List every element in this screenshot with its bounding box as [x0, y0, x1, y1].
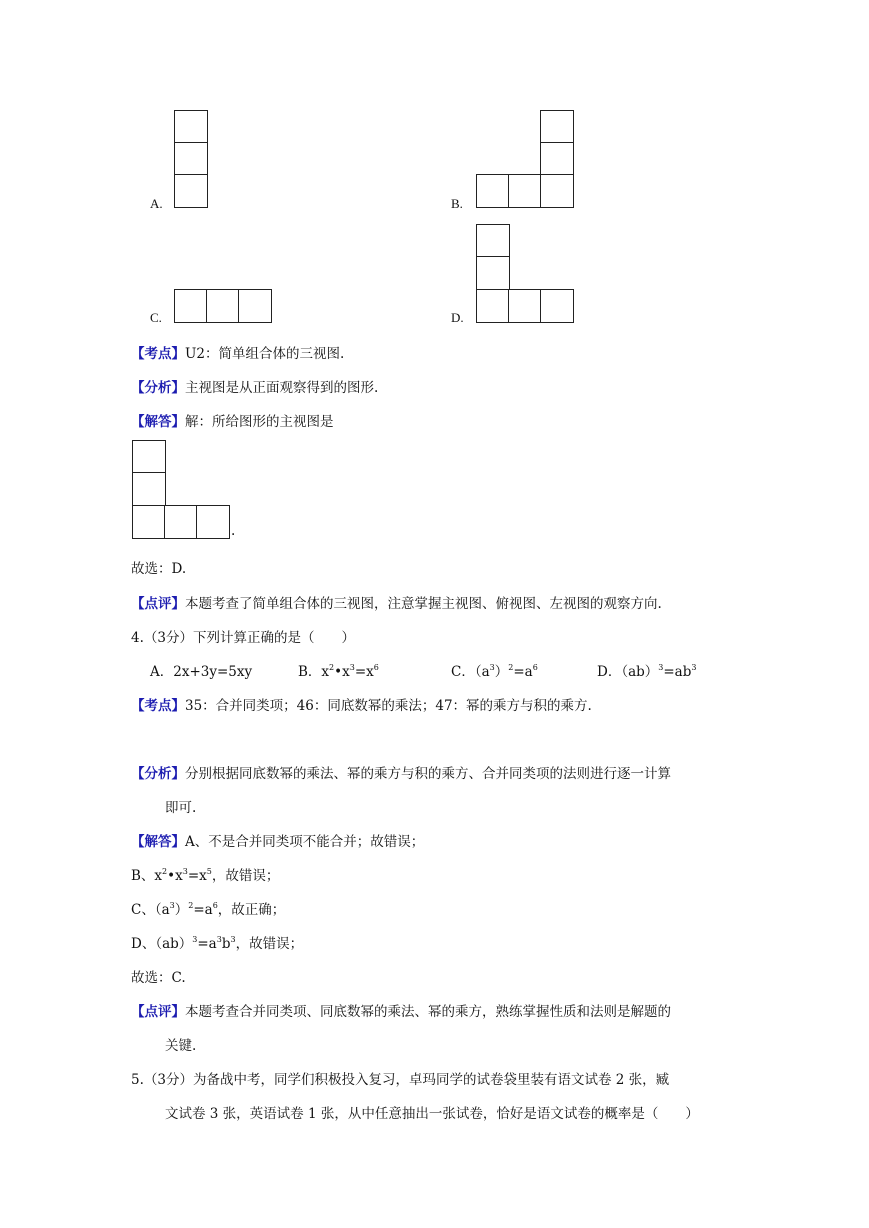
figure-cell [508, 174, 542, 208]
q4-option-b: B．$x^2•x^3=x^6$ [298, 663, 379, 680]
q4-dianping [131, 1000, 671, 1020]
figure-cell [206, 289, 240, 323]
jieda-tag: 【解答】 [131, 414, 185, 430]
q4-fenxi-line2: 即可. [165, 800, 197, 816]
jieda-text: 解：所给图形的主视图是 [185, 414, 334, 430]
option-c-label: C. [150, 310, 162, 325]
dianping-text: 本题考查了简单组合体的三视图，注意掌握主视图、俯视图、左视图的观察方向. [185, 596, 662, 612]
figure-cell [174, 174, 208, 208]
jieda-text: A、不是合并同类项不能合并；故错误； [185, 834, 425, 850]
fenxi-tag: 【分析】 [131, 766, 185, 782]
figure-cell [476, 224, 510, 258]
q3-fenxi [131, 376, 378, 396]
q4-line-c: C、$(a^3)^2=a^6$，故正确； [131, 901, 286, 918]
kaodian-text: U2：简单组合体的三视图. [185, 346, 345, 362]
fenxi-tag: 【分析】 [131, 380, 185, 396]
q4-fenxi [131, 762, 671, 782]
figure-cell [132, 505, 166, 539]
figure-cell [174, 142, 208, 176]
figure-cell [476, 256, 510, 290]
q4-line-b: B、$x^2•x^3=x^5$，故错误； [131, 867, 280, 884]
q5-line2: 文试卷 3 张，英语试卷 1 张，从中任意抽出一张试卷，恰好是语文试卷的概率是（ ） [165, 1106, 699, 1122]
kaodian-text: 35：合并同类项；46：同底数幂的乘法；47：幂的乘方与积的乘方. [185, 698, 592, 714]
figure-cell [540, 110, 574, 144]
fenxi-text: 分别根据同底数幂的乘法、幂的乘方与积的乘方、合并同类项的法则进行逐一计算 [185, 766, 671, 782]
q4-kaodian [131, 694, 592, 714]
answer-period: . [231, 523, 236, 539]
q3-guxuan: 故选：D. [131, 561, 187, 577]
figure-cell [132, 472, 166, 506]
kaodian-tag: 【考点】 [131, 698, 185, 714]
figure-cell [238, 289, 272, 323]
q4-stem: 4.（3分）下列计算正确的是（ ） [131, 630, 355, 646]
kaodian-tag: 【考点】 [131, 346, 185, 362]
figure-cell [540, 174, 574, 208]
option-d-label: D. [451, 310, 464, 325]
q4-option-d: D．$(ab)^3=ab^3$ [597, 663, 697, 680]
figure-cell [132, 440, 166, 474]
fenxi-text: 主视图是从正面观察得到的图形. [185, 380, 379, 396]
q4-jieda [131, 830, 424, 850]
figure-cell [174, 110, 208, 144]
figure-cell [196, 505, 230, 539]
q4-option-a: A．2x+3y=5xy [150, 664, 253, 680]
option-a-label: A. [150, 196, 163, 211]
dianping-tag: 【点评】 [131, 1004, 185, 1020]
figure-cell [476, 174, 510, 208]
q4-line-d: D、$(ab)^3=a^3b^3$，故错误； [131, 935, 304, 952]
jieda-tag: 【解答】 [131, 834, 185, 850]
figure-cell [540, 289, 574, 323]
figure-cell [508, 289, 542, 323]
q3-dianping [131, 592, 662, 612]
dianping-tag: 【点评】 [131, 596, 185, 612]
q3-kaodian [131, 342, 344, 362]
figure-cell [540, 142, 574, 176]
q4-option-c: C．$(a^3)^2=a^6$ [451, 663, 538, 680]
figure-cell [164, 505, 198, 539]
figure-cell [476, 289, 510, 323]
dianping-text: 本题考查合并同类项、同底数幂的乘法、幂的乘方，熟练掌握性质和法则是解题的 [185, 1004, 671, 1020]
q4-guxuan: 故选：C. [131, 970, 186, 986]
q5-line1: 5.（3分）为备战中考，同学们积极投入复习，卓玛同学的试卷袋里装有语文试卷 2 张，臧 [131, 1072, 670, 1088]
option-b-label: B. [451, 196, 463, 211]
q4-dianping-line2: 关键. [165, 1038, 197, 1054]
q3-jieda [131, 410, 334, 430]
figure-cell [174, 289, 208, 323]
